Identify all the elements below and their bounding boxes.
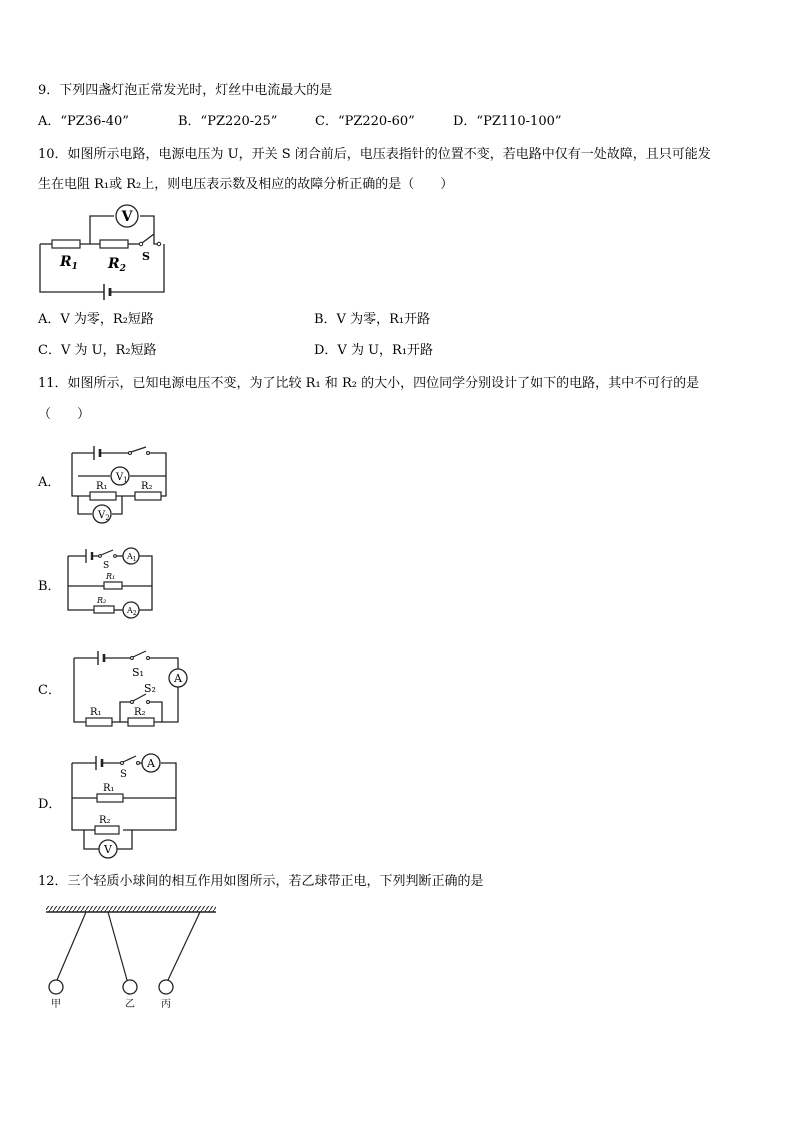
q12-stem: 12．三个轻质小球间的相互作用如图所示，若乙球带正电，下列判断正确的是 [38, 874, 484, 889]
q9-option-c: C．“PZ220-60” [315, 114, 415, 129]
resistor-r1 [52, 240, 80, 248]
q12-balls-diagram [42, 904, 222, 1014]
resistor-r2 [94, 606, 114, 613]
switch-blade-icon [131, 447, 146, 452]
switch-right-contact-icon [157, 242, 160, 245]
r2-label: R₂ [99, 815, 111, 826]
thread-jia [57, 912, 86, 980]
resistor-r2 [100, 240, 128, 248]
thread-yi [108, 912, 127, 980]
switch-s2-blade-icon [133, 694, 146, 701]
resistor-r2 [128, 718, 154, 726]
thread-bing [168, 912, 200, 980]
resistor-r2 [135, 492, 161, 500]
switch-contact-icon [114, 555, 117, 558]
ammeter-label: A [174, 672, 182, 685]
q11-option-a-label: A． [38, 475, 61, 490]
voltmeter-v1-label: $V_1$ [116, 472, 128, 484]
q10-circuit-diagram [38, 204, 168, 299]
r1-label: R₁ [96, 481, 108, 492]
resistor-r2 [95, 826, 119, 834]
r2-label: R₂ [134, 707, 146, 718]
q10-option-c: C．V 为 U，R₂短路 [38, 343, 157, 358]
q11-option-c-label: C． [38, 683, 61, 698]
ball-yi-label: 乙 [125, 999, 135, 1010]
q11-answer-paren: （ ） [38, 407, 91, 422]
ammeter-a1-label: $A_1$ [127, 552, 137, 563]
resistor-r1 [104, 582, 122, 589]
q10-stem-line1: 10．如图所示电路，电源电压为 U，开关 S 闭合前后，电压表指针的位置不变，若电路中仅有一处故障，且只可能发 [38, 147, 711, 162]
ceiling-hatching [46, 906, 216, 912]
ball-bing-label: 丙 [161, 999, 171, 1010]
switch-blade-icon [123, 756, 136, 762]
q9-option-d: D．“PZ110-100” [453, 114, 562, 129]
switch-label: S [142, 250, 150, 263]
ammeter-a2-label: $A_2$ [127, 606, 137, 617]
switch-label: S [120, 769, 127, 780]
switch-label: S [103, 561, 110, 571]
ammeter-label: A [147, 757, 155, 770]
switch-s1-label: S₁ [132, 666, 144, 679]
voltmeter-label: V [121, 209, 133, 225]
r2-label: R₂ [97, 596, 107, 605]
r1-label: R₁ [90, 707, 102, 718]
q10-option-d: D．V 为 U，R₁开路 [314, 343, 434, 358]
r2-label: $R_2$ [108, 256, 126, 274]
q11-option-b-circuit [66, 548, 161, 618]
q9-option-b: B．“PZ220-25” [178, 114, 278, 129]
q11-option-d-circuit [70, 755, 180, 860]
q11-option-a-circuit [70, 445, 170, 525]
q11-option-d-label: D． [38, 797, 62, 812]
switch-s1-contact-icon [147, 657, 150, 660]
ball-jia-label: 甲 [51, 999, 61, 1010]
q9-stem: 9．下列四盏灯泡正常发光时，灯丝中电流最大的是 [38, 83, 333, 98]
q11-stem: 11．如图所示，已知电源电压不变，为了比较 R₁ 和 R₂ 的大小，四位同学分别设计了如下的电路，其中不可行的是 [38, 376, 700, 391]
switch-contact-icon [147, 452, 150, 455]
switch-s2-contact-icon [147, 701, 150, 704]
r2-label: R₂ [141, 481, 153, 492]
q9-option-a: A．“PZ36-40” [38, 114, 129, 129]
r1-label: $R_1$ [60, 254, 78, 272]
resistor-r1 [90, 492, 116, 500]
ball-bing [159, 980, 173, 994]
switch-contact-icon [137, 762, 140, 765]
r1-label: R₁ [103, 783, 115, 794]
switch-s2-label: S₂ [144, 682, 156, 695]
resistor-r1 [97, 794, 123, 802]
q11-option-b-label: B． [38, 579, 61, 594]
q10-option-a: A．V 为零，R₂短路 [38, 312, 154, 327]
voltmeter-label: V [104, 843, 112, 856]
switch-blade-icon [142, 234, 154, 243]
resistor-r1 [86, 718, 112, 726]
r1-label: R₁ [106, 572, 116, 581]
switch-blade-icon [101, 550, 113, 555]
switch-s1-blade-icon [133, 651, 146, 657]
ball-yi [123, 980, 137, 994]
q10-stem-line2: 生在电阻 R₁或 R₂上，则电压表示数及相应的故障分析正确的是（ ） [38, 177, 454, 192]
switch-contact-icon [99, 555, 102, 558]
q10-option-b: B．V 为零，R₁开路 [314, 312, 431, 327]
q11-option-c-circuit [72, 650, 197, 735]
ball-jia [49, 980, 63, 994]
voltmeter-v2-label: $V_2$ [98, 510, 110, 522]
